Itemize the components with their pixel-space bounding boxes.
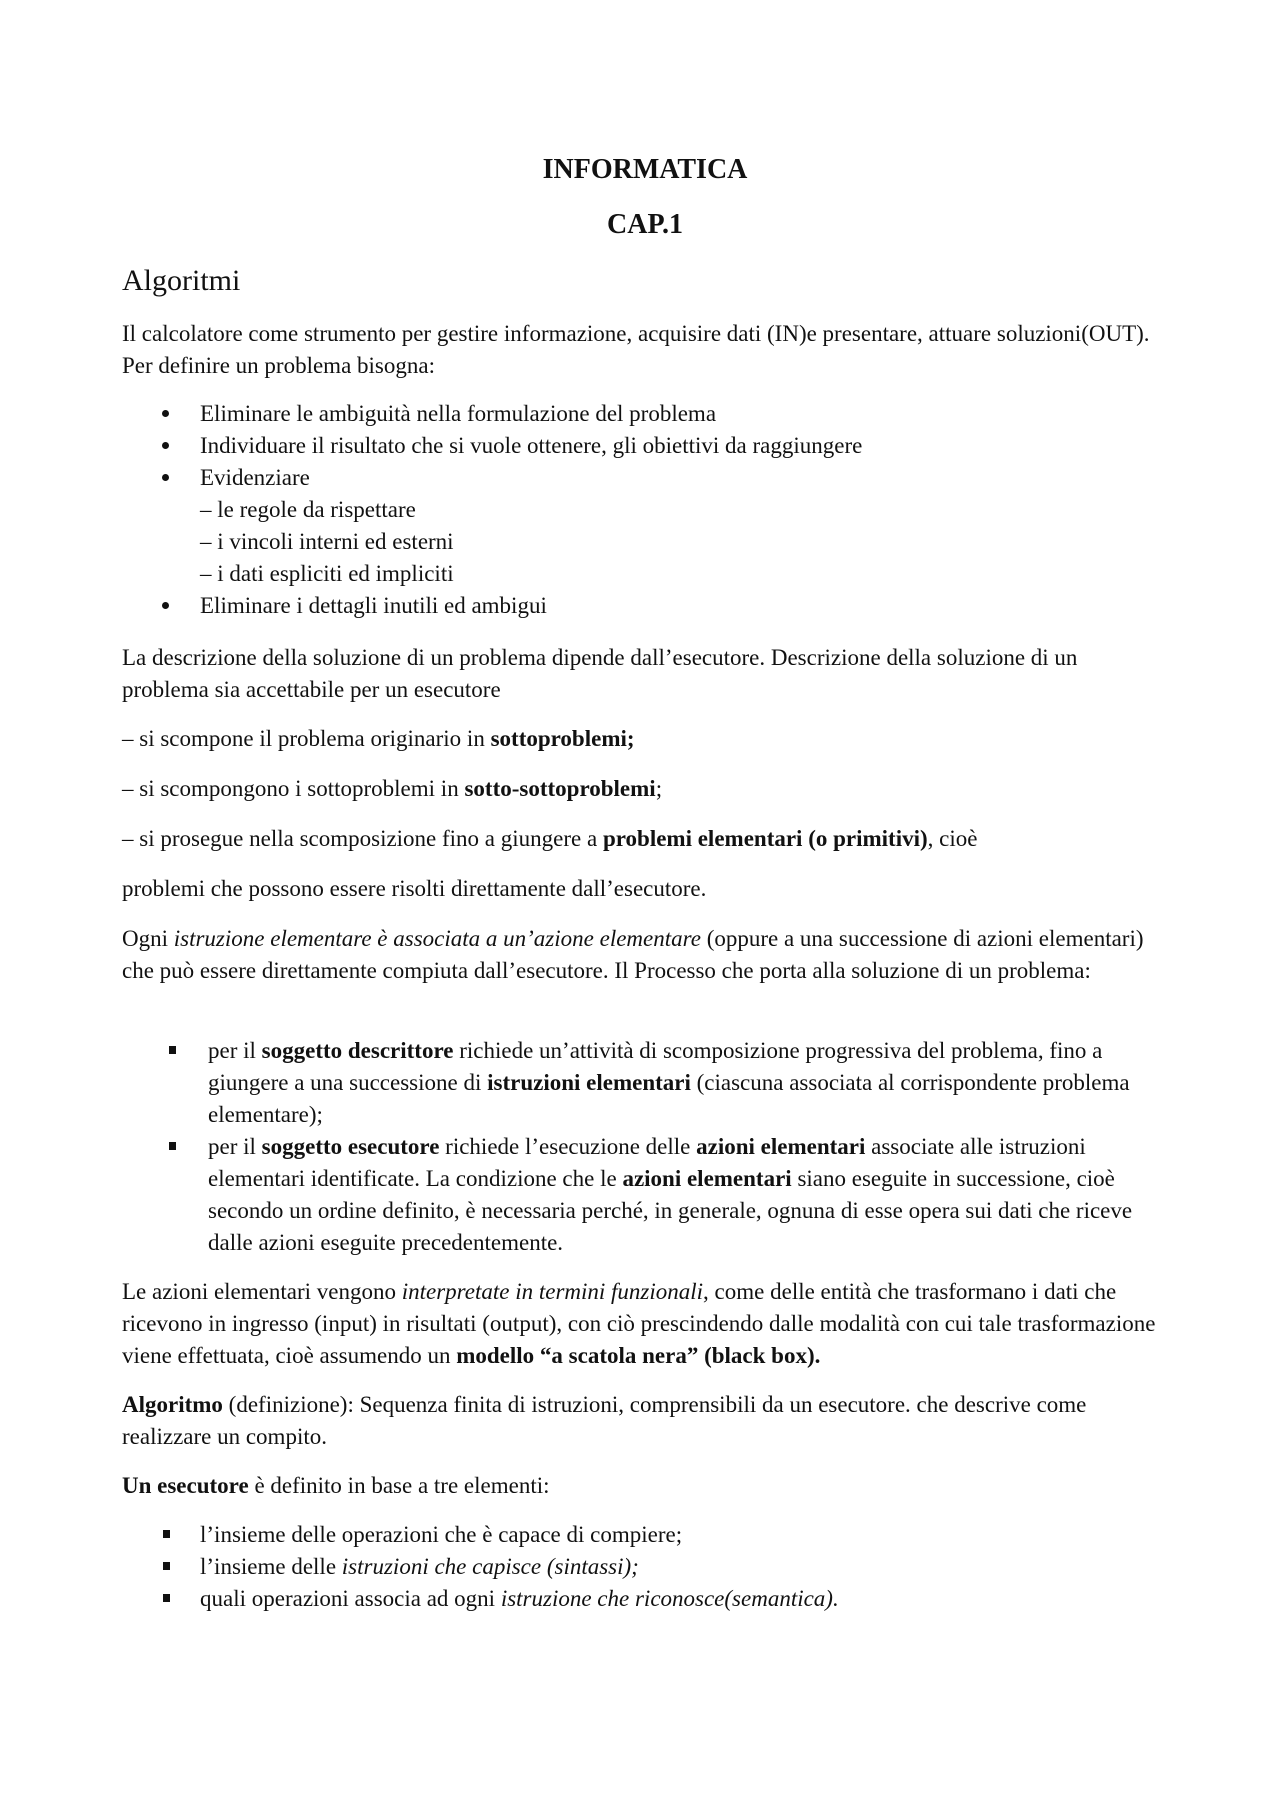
definition-paragraph: Algoritmo (definizione): Sequenza finita di istruzioni, comprensibili da un esecutore. che descrive come realizzare un compito. bbox=[122, 1392, 1087, 1449]
step-line: – si scompone il problema originario in sottoproblemi; bbox=[122, 726, 635, 751]
functional-paragraph: Le azioni elementari vengono interpretate in termini funzionali, come delle entità che trasformano i dati che ricevono in ingresso (input) in risultati (output), con ciò prescindendo dalle modalità con cui tale trasformazione viene effettuata, cioè assumendo un modello “a scatola nera” (black box). bbox=[122, 1279, 1156, 1368]
list-item: l’insieme delle istruzioni che capisce (sintassi); bbox=[162, 1551, 1160, 1583]
document-title: INFORMATICA bbox=[542, 154, 748, 185]
section-heading: Algoritmi bbox=[122, 264, 241, 297]
description-paragraph: La descrizione della soluzione di un problema dipende dall’esecutore. Descrizione della soluzione di un problema sia accettabile per un esecutore bbox=[122, 645, 1078, 702]
list-item: Individuare il risultato che si vuole ottenere, gli obiettivi da raggiungere bbox=[162, 430, 1162, 462]
step-line: – si prosegue nella scomposizione fino a giungere a problemi elementari (o primitivi), cioè bbox=[122, 826, 978, 851]
sub-item: – i vincoli interni ed esterni bbox=[200, 529, 454, 554]
list-item: Eliminare le ambiguità nella formulazione del problema bbox=[162, 398, 1162, 430]
process-paragraph: Ogni istruzione elementare è associata a un’azione elementare (oppure a una successione di azioni elementari) che può essere direttamente compiuta dall’esecutore. Il Processo che porta alla soluzione di un problema: bbox=[122, 926, 1144, 983]
step-line: problemi che possono essere risolti direttamente dall’esecutore. bbox=[122, 876, 707, 901]
step-line: – si scompongono i sottoproblemi in sotto-sottoproblemi; bbox=[122, 776, 663, 801]
list-item: per il soggetto esecutore richiede l’esecuzione delle azioni elementari associate alle istruzioni elementari identificate. La condizione che le azioni elementari siano eseguite in successione, cioè secondo un ordine definito, è necessaria perché, in generale, ognuna di esse opera sui dati che riceve dalle azioni eseguite precedentemente. bbox=[168, 1131, 1166, 1259]
executor-paragraph: Un esecutore è definito in base a tre elementi: bbox=[122, 1473, 550, 1498]
list-item: quali operazioni associa ad ogni istruzione che riconosce(semantica). bbox=[162, 1583, 1160, 1615]
list-item: l’insieme delle operazioni che è capace di compiere; bbox=[162, 1519, 1160, 1551]
list-item: Evidenziare – le regole da rispettare – i vincoli interni ed esterni – i dati espliciti ed impliciti bbox=[162, 462, 1162, 590]
list-item: Eliminare i dettagli inutili ed ambigui bbox=[162, 590, 1162, 622]
intro-paragraph: Il calcolatore come strumento per gestire informazione, acquisire dati (IN)e presentare, attuare soluzioni(OUT). Per definire un problema bisogna: bbox=[122, 321, 1150, 378]
executor-list bbox=[162, 1519, 1160, 1615]
process-list bbox=[168, 1035, 1166, 1259]
sub-item: – i dati espliciti ed impliciti bbox=[200, 561, 454, 586]
chapter-title: CAP.1 bbox=[607, 209, 683, 240]
problem-list bbox=[162, 398, 1162, 622]
list-item: per il soggetto descrittore richiede un’attività di scomposizione progressiva del problema, fino a giungere a una successione di istruzioni elementari (ciascuna associata al corrispondente problema elementare); bbox=[168, 1035, 1166, 1131]
sub-item: – le regole da rispettare bbox=[200, 497, 416, 522]
